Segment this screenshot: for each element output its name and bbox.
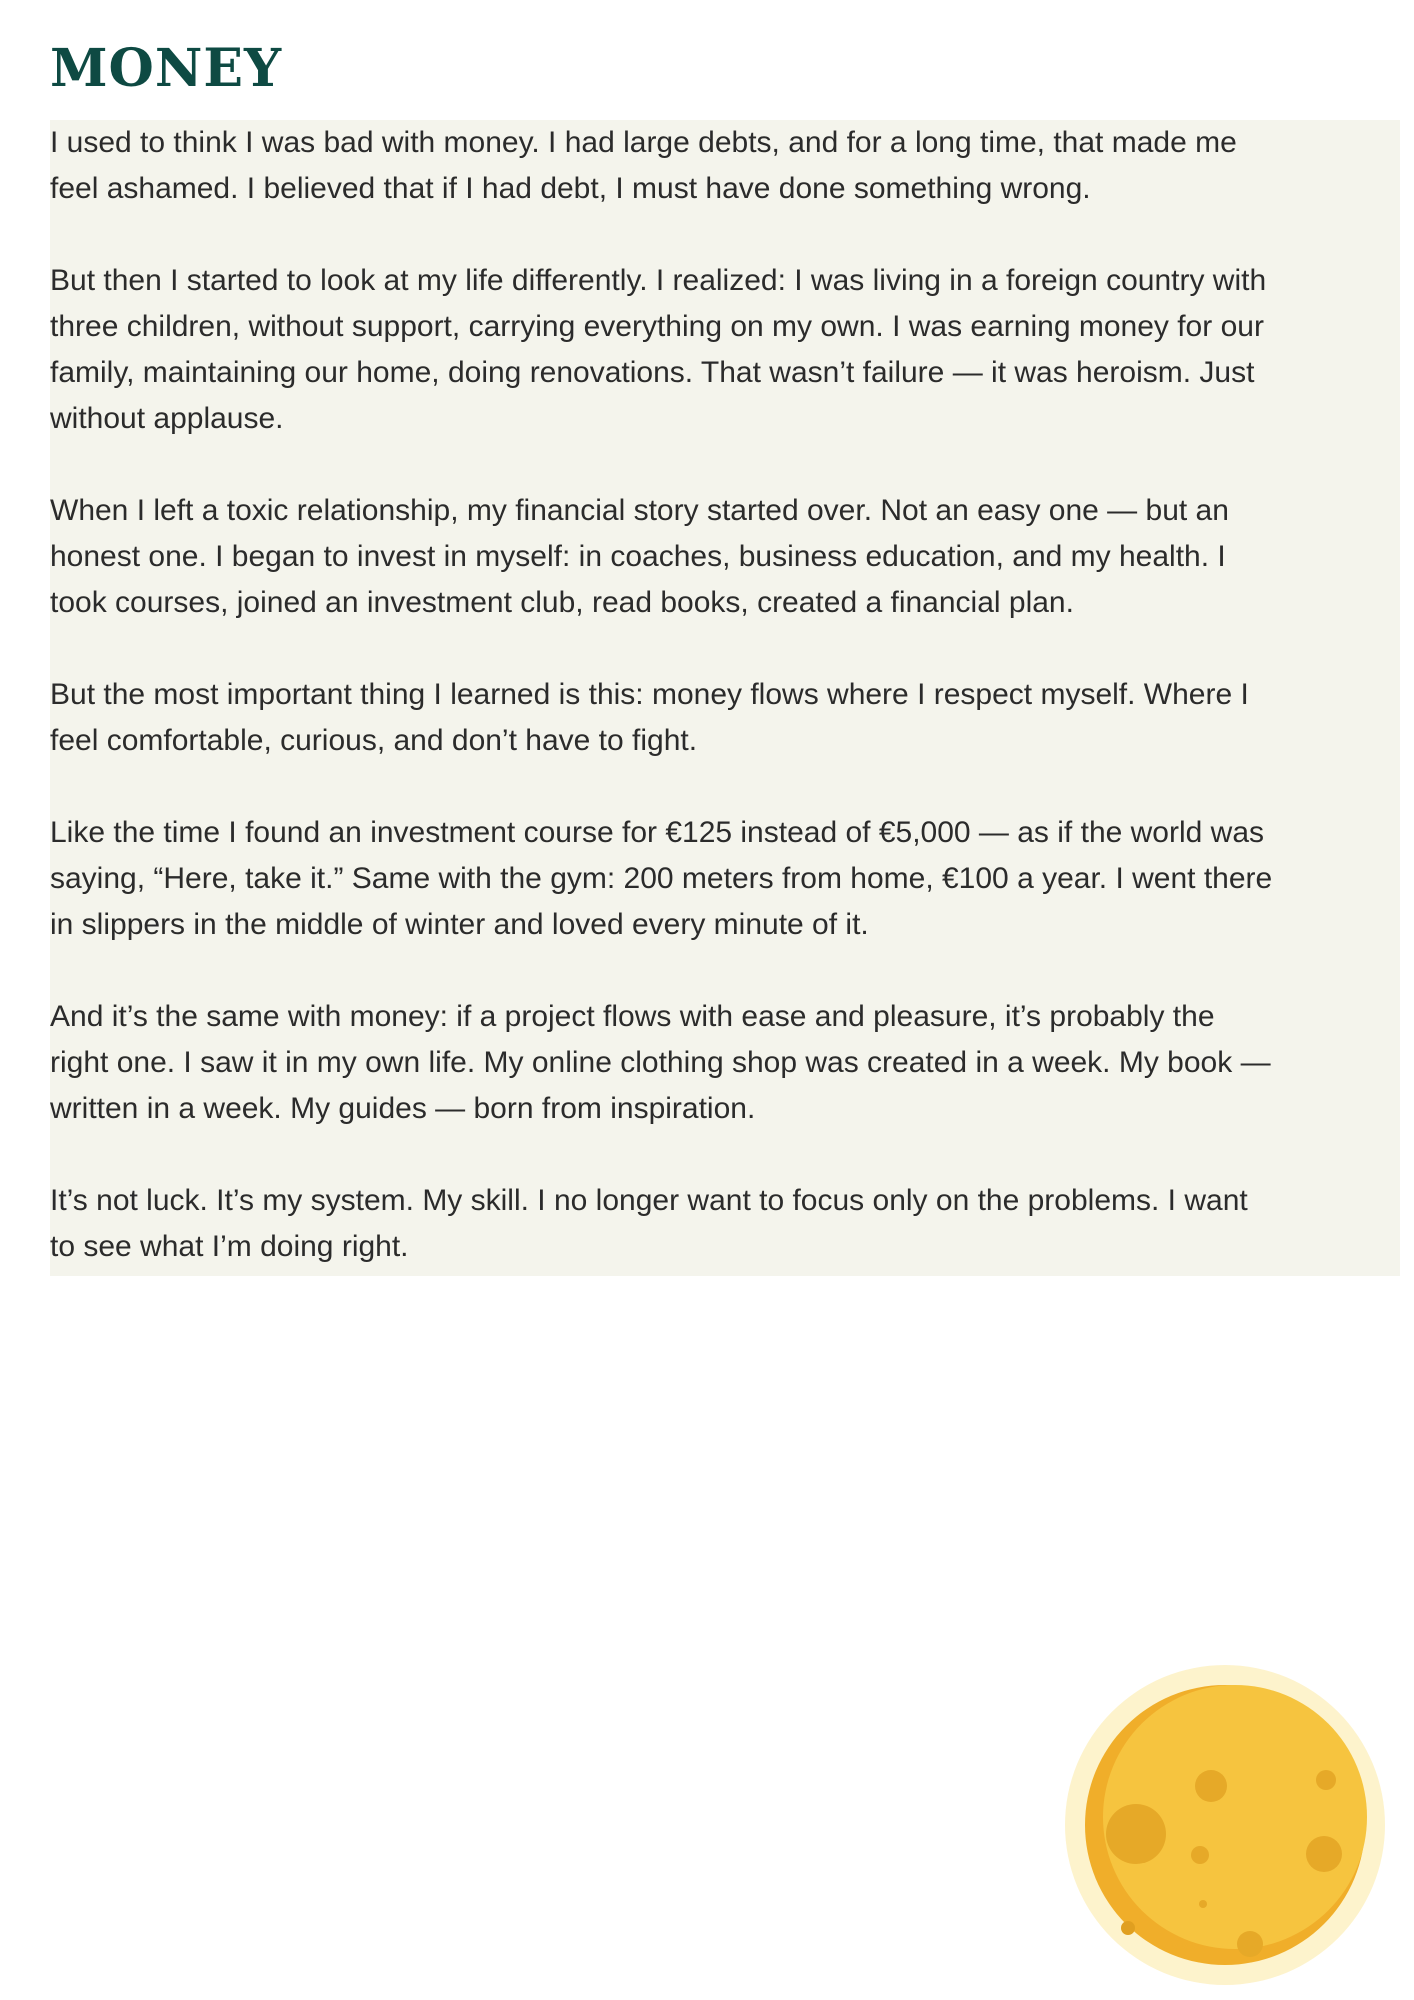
paragraph-1: I used to think I was bad with money. I had large debts, and for a long time, that made me feel ashamed. I believed that if I had debt, I must have done something wrong.: [50, 126, 1237, 205]
moon-crater: [1121, 1921, 1135, 1935]
paragraph-5: Like the time I found an investment course for €125 instead of €5,000 — as if the world was saying, “Here, take it.” Same with the gym: 200 meters from home, €100 a year. I went there in slippers in the middle of winter and loved every minute of it.: [50, 816, 1273, 941]
paragraph-7: It’s not luck. It’s my system. My skill. I no longer want to focus only on the problems. I want to see what I’m doing right.: [50, 1184, 1248, 1263]
moon-crater: [1199, 1900, 1207, 1908]
moon-crater: [1237, 1931, 1263, 1957]
paragraph-3: When I left a toxic relationship, my financial story started over. Not an easy one — but an honest one. I began to invest in myself: in coaches, business education, and my health. I took courses, joined an investment club, read books, created a financial plan.: [50, 494, 1229, 619]
text-panel: [50, 120, 1400, 1276]
paragraph-6: And it’s the same with money: if a project flows with ease and pleasure, it’s probably the right one. I saw it in my own life. My online clothing shop was created in a week. My book — written in a week. My guides — born from inspiration.: [50, 1000, 1271, 1125]
moon-crater: [1191, 1846, 1209, 1864]
moon-icon: [1064, 1664, 1386, 1986]
moon-crater: [1306, 1836, 1342, 1872]
moon-crater: [1106, 1804, 1166, 1864]
paragraph-2: But then I started to look at my life differently. I realized: I was living in a foreign country with three children, without support, carrying everything on my own. I was earning money for our family, maintaining our home, doing renovations. That wasn’t failure — it was heroism. Just without applause.: [50, 264, 1267, 435]
moon-illustration: [1064, 1664, 1386, 1986]
moon-crater: [1316, 1770, 1336, 1790]
moon-crater: [1195, 1770, 1227, 1802]
paragraph-4: But the most important thing I learned is this: money flows where I respect myself. Where I feel comfortable, curious, and don’t have to fight.: [50, 678, 1249, 757]
page-title: MONEY: [50, 38, 283, 99]
